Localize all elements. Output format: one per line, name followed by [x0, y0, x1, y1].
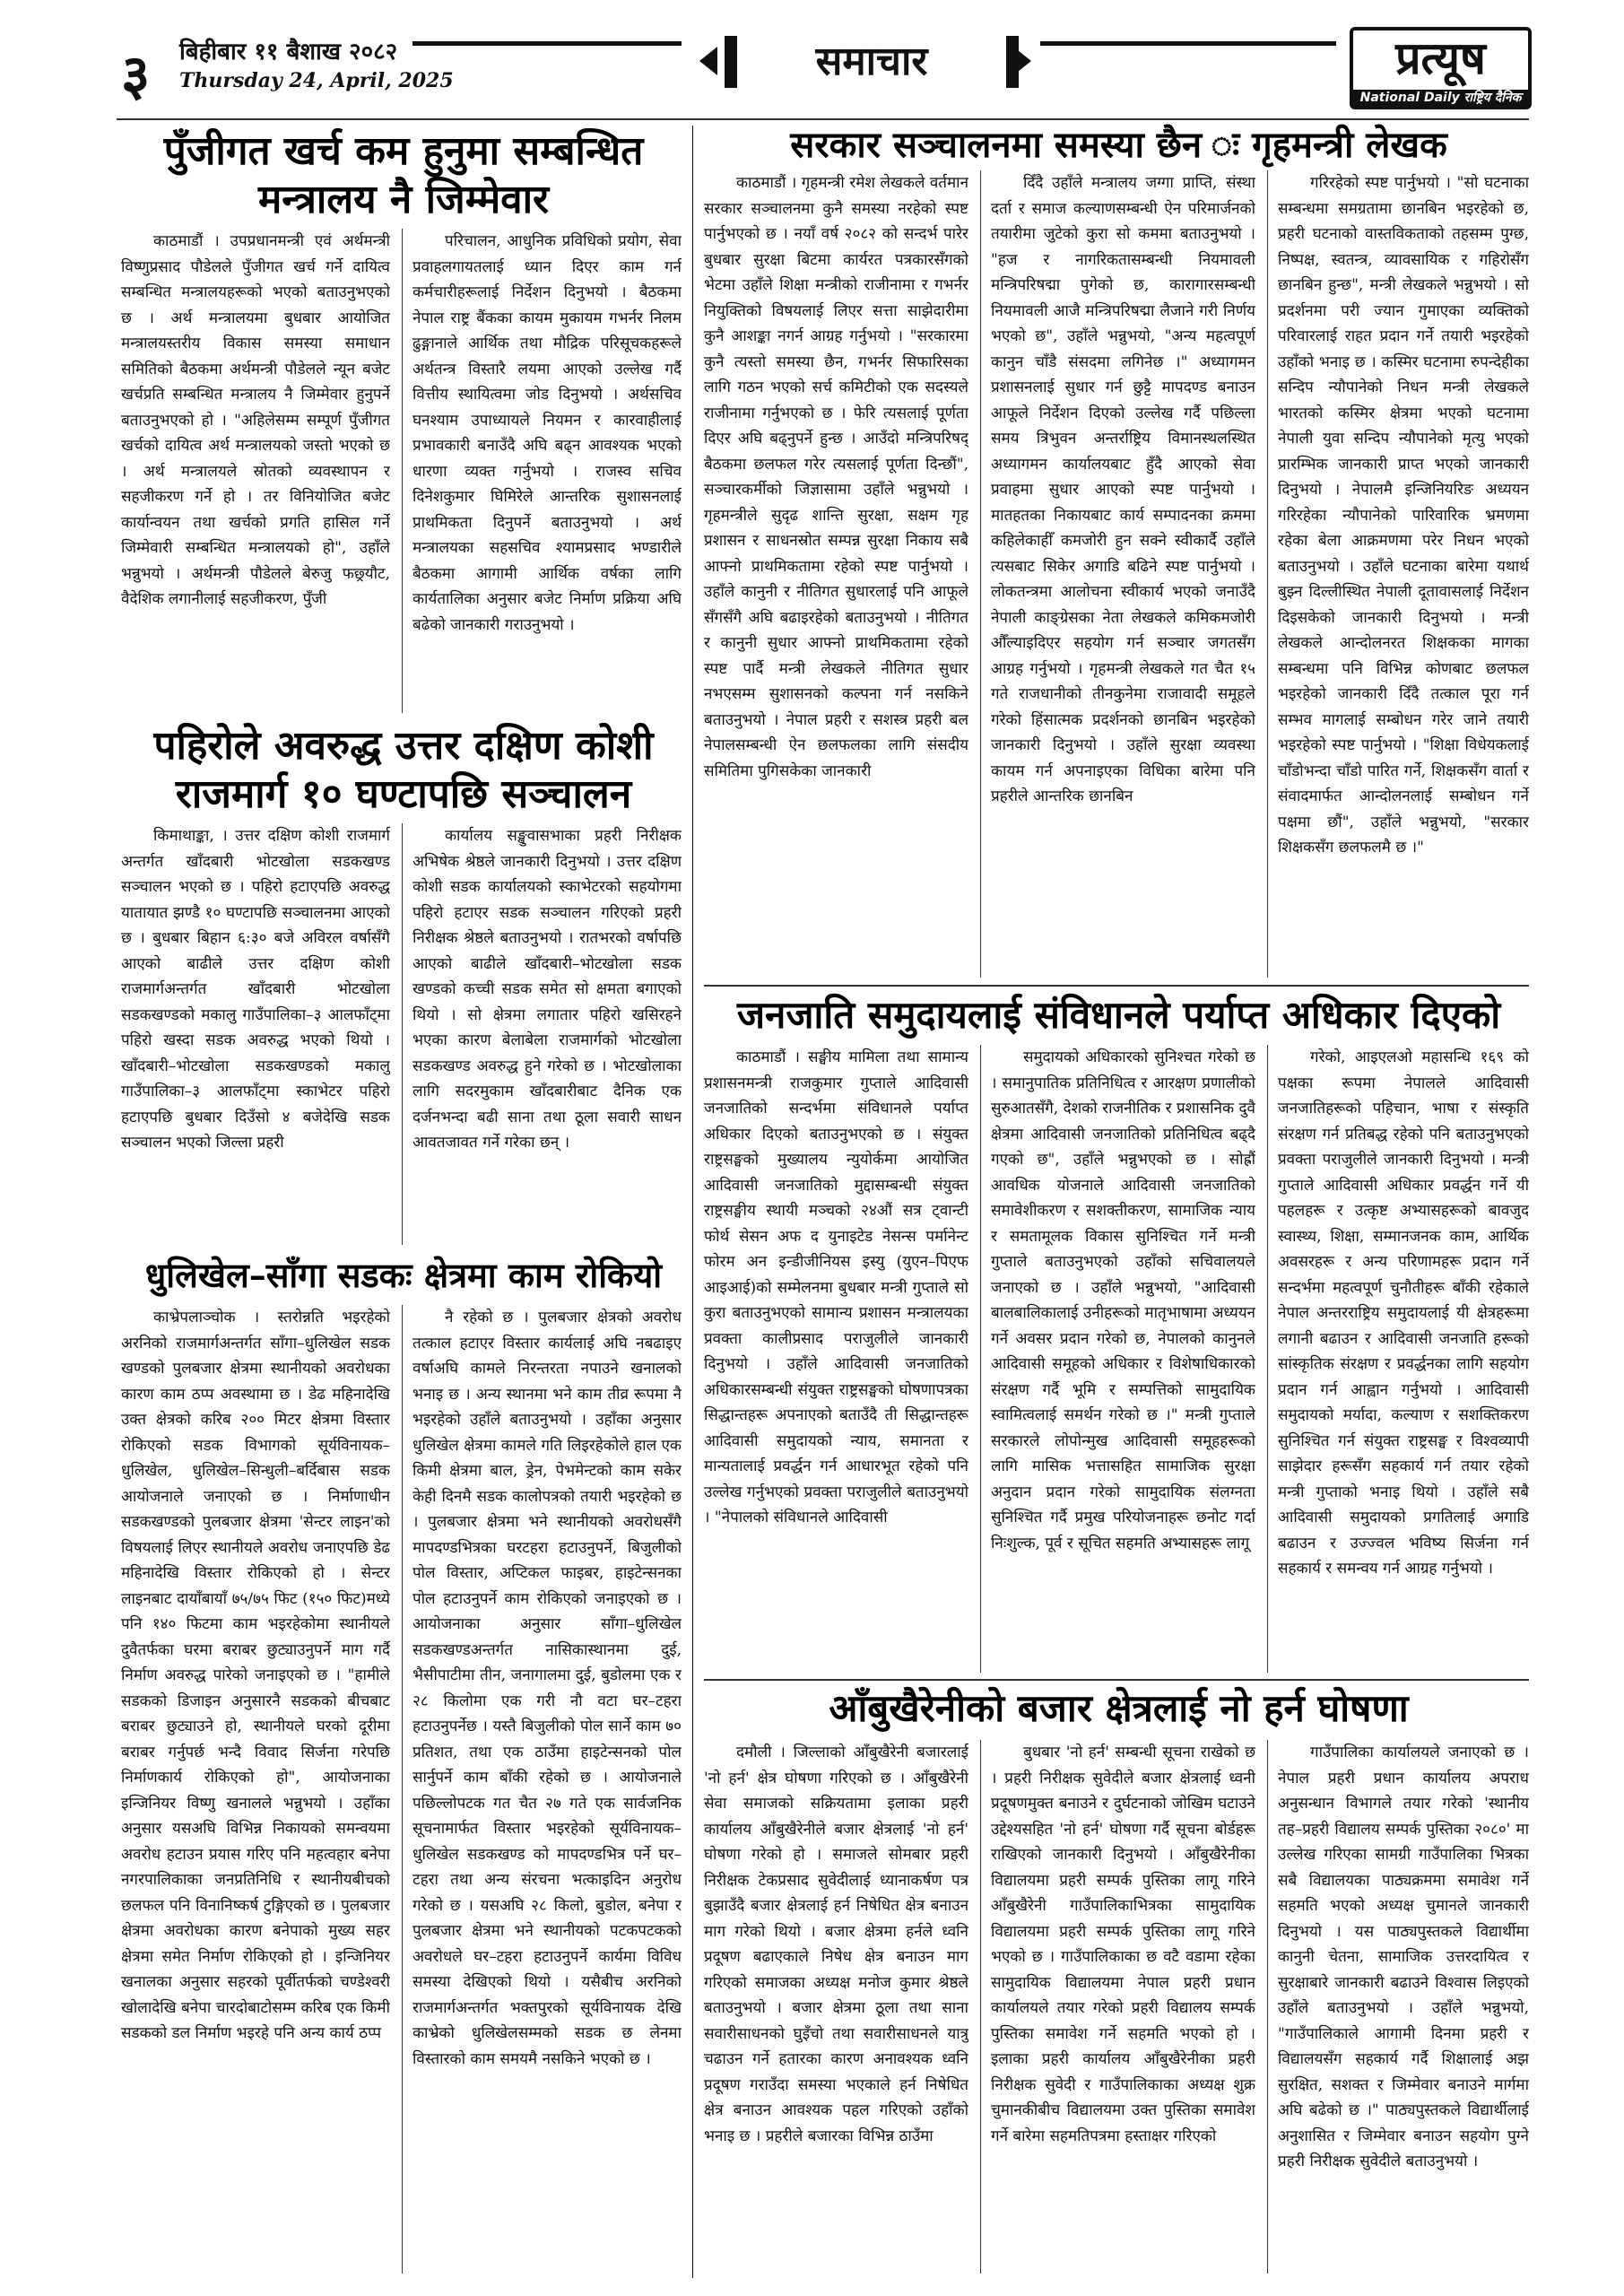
- column-rule: [1267, 1740, 1268, 2274]
- article-nohorn-col2: [991, 1740, 1255, 2274]
- column-rule: [402, 1305, 403, 2274]
- page-number: ३: [121, 42, 151, 108]
- article-indigenous-col3: [1278, 1045, 1529, 1673]
- section-label: समाचार: [725, 36, 1019, 88]
- column-rule: [402, 229, 403, 713]
- column-rule: [1267, 1045, 1268, 1673]
- headline-indigenous: जनजाति समुदायलाई संविधानले पर्याप्त अधिकार दिएको: [736, 993, 1501, 1037]
- column-rule: [980, 1740, 981, 2274]
- article-highway-col1: [121, 823, 390, 1245]
- section-rule: [704, 1679, 1529, 1681]
- article-indigenous-text2: समुदायको अधिकारको सुनिश्चत गरेको छ । समानुपातिक प्रतिनिधित्व र आरक्षण प्रणालीको सुरुआतसँगै, देशको राजनीतिक र प्रशासनिक दुवै क्षेत्रमा आदिवासी जनजातिको प्रतिनिधित्व बढ्दै गएको छ", उहाँले भन्नुभएको छ । सोह्रौं आवधिक योजनाले आदिवासी जनजातिको समावेशीकरण र सशक्तीकरण, सामाजिक न्याय र समतामूलक विकास सुनिश्चित गर्ने मन्त्री गुप्ताले बताउनुभएको उहाँको सचिवालयले जनाएको छ । उहाँले भन्नुभयो, "आदिवासी बालबालिकालाई उनीहरूको मातृभाषामा अध्ययन गर्ने अवसर प्रदान गरेको छ, नेपालको कानुनले आदिवासी समूहको अधिकार र विशेषाधिकारको संरक्षण गर्दै भूमि र सम्पत्तिको सामुदायिक स्वामित्वलाई समर्थन गरेको छ ।" मन्त्री गुप्ताले सरकारले लोपोन्मुख आदिवासी समूहहरूको लागि मासिक भत्तासहित सामाजिक सुरक्षा अनुदान प्रदान गरेको सामुदायिक संलग्नता सुनिश्चित गर्दै प्रमुख परियोजनाहरू छनोट गर्दा निःशुल्क, पूर्व र सूचित सहमति अभ्यासहरू लागू: [991, 1048, 1255, 1552]
- article-home-col2: [991, 170, 1255, 978]
- article-capital-col1: [121, 229, 390, 713]
- arrow-left-icon: [699, 47, 717, 75]
- section-rule: [704, 985, 1529, 987]
- article-nohorn-text2: बुधबार 'नो हर्न' सम्बन्धी सूचना राखेको छ । प्रहरी निरीक्षक सुवेदीले बजार क्षेत्रलाई ध्वनी प्रदूषणमुक्त बनाउने र दुर्घटनाको जोखिम घटाउने उद्देश्यसहित 'नो हर्न' घोषणा गर्दै सूचना बोर्डहरू राखिएको जानकारी दिनुभयो । आँबुखैरेनीका विद्यालयमा प्रहरी सम्पर्क पुस्तिका लागू गरिने आँबुखैरेनी गाउँपालिकाभित्रका सामुदायिक विद्यालयमा प्रहरी सम्पर्क पुस्तिका लागू गरिने भएको छ । गाउँपालिकाका छ वटै वडामा रहेका सामुदायिक विद्यालयमा नेपाल प्रहरी प्रधान कार्यालयले तयार गरेको प्रहरी विद्यालय सम्पर्क पुस्तिका समावेश गर्ने सहमति भएको हो । इलाका प्रहरी कार्यालय आँबुखैरेनीका प्रहरी निरीक्षक सुवेदी र गाउँपालिकाका अध्यक्ष शुक्र चुमानकीबीच विद्यालयमा उक्त पुस्तिका समावेश गर्ने बारेमा सहमतिपत्रमा हस्ताक्षर गरिएको: [991, 1744, 1255, 2145]
- article-highway-text2: कार्यालय सङ्खुवासभाका प्रहरी निरीक्षक अभिषेक श्रेष्ठले जानकारी दिनुभयो । उत्तर दक्षिण कोशी सडक कार्यालयको स्काभेटरको सहयोगमा पहिरो हटाएर सडक सञ्चालन गरिएको प्रहरी निरीक्षक श्रेष्ठले बताउनुभयो । रातभरको वर्षापछि आएको बाढीले खाँदबारी–भोटखोला सडक खण्डको कच्ची सडक समेत सो क्षमता बगाएको थियो । सो क्षेत्रमा लगातार पहिरो खसिरहने भएका कारण बेलाबेला राजमार्गको भोटखोला सडकखण्ड अवरुद्ध हुने गरेको छ । भोटखोलाका लागि सदरमुकाम खाँदबारीबाट दैनिक एक दर्जनभन्दा बढी साना तथा ठूला सवारी साधन आवतजावत गर्ने गरेका छन् ।: [413, 827, 682, 1152]
- article-indigenous-text3: गरेको, आइएलओ महासन्धि १६९ को पक्षका रूपमा नेपालले आदिवासी जनजातिहरूको पहिचान, भाषा र संस्कृति संरक्षण गर्न प्रतिबद्ध रहेको पनि बताउनुभएको प्रवक्ता पराजुलीले जानकारी दिनुभयो । मन्त्री गुप्ताले आदिवासी अधिकार प्रवर्द्धन गर्ने यी पहलहरू र उत्कृष्ट अभ्यासहरूको बावजुद स्वास्थ्य, शिक्षा, सम्मानजनक काम, आर्थिक अवसरहरू र अन्य परिणामहरू प्रदान गर्ने सन्दर्भमा महत्वपूर्ण चुनौतीहरू बाँकी रहेकाले नेपाल अन्तरराष्ट्रिय समुदायलाई यी क्षेत्रहरूमा लगानी बढाउन र आदिवासी जनजाति हरूको सांस्कृतिक संरक्षण र प्रवर्द्धनका लागि सहयोग प्रदान गर्न आह्वान गर्नुभयो । आदिवासी समुदायको मर्यादा, कल्याण र सशक्तिकरण सुनिश्चित गर्न संयुक्त राष्ट्रसङ्घ र विश्वव्यापी साझेदार हरूसँग सहकार्य गर्न तयार रहेको मन्त्री गुप्ताको भनाइ थियो । उहाँले सबै आदिवासी समुदायको प्रगतिलाई अगाडि बढाउन र उज्ज्वल भविष्य सिर्जना गर्न सहकार्य र समन्वय गर्न आग्रह गर्नुभयो ।: [1278, 1048, 1529, 1578]
- date-english: Thursday 24, April, 2025: [179, 69, 454, 92]
- article-capital-col2: [413, 229, 682, 713]
- article-road-text2: नै रहेको छ । पुलबजार क्षेत्रको अवरोध तत्काल हटाएर विस्तार कार्यलाई अघि नबढाइए वर्षाअघि कामले निरन्तरता नपाउने खनालको भनाइ छ । अन्य स्थानमा भने काम तीव्र रूपमा नै भइरहेको उहाँले बताउनुभयो । उहाँका अनुसार धुलिखेल क्षेत्रमा कामले गति लिइरहेकोले हाल एक किमी क्षेत्रमा बाल, ड्रेन, पेभमेन्टको काम सकेर केही दिनमै सडक कालोपत्रको तयारी भइरहेको छ । पुलबजार क्षेत्रमा भने स्थानीयको अवरोधसँगै मापदण्डभित्रका घरटहरा हटाउनुपर्ने, बिजुलीको पोल विस्तार, अप्टिकल फाइबर, हाइटेन्सनका पोल हटाउनुपर्ने काम रोकिएको जनाइएको छ । आयोजनाका अनुसार साँगा–धुलिखेल सडकखण्डअन्तर्गत नासिकास्थानमा दुई, भैसीपाटीमा तीन, जनागालमा दुई, बुडोलमा एक र २८ किलोमा एक गरी नौ वटा घर–टहरा हटाउनुपर्नेछ । यस्तै बिजुलीको पोल सार्ने काम ७० प्रतिशत, तथा एक ठाउँमा हाइटेन्सनको पोल सार्नुपर्ने काम बाँकी रहेको छ । आयोजनाले पछिल्लोपटक गत चैत २७ गते एक सार्वजनिक सूचनामार्फत विस्तार भइरहेको सूर्यविनायक–धुलिखेल सडकखण्ड को मापदण्डभित्र पर्ने घर–टहरा तथा अन्य संरचना भत्काइदिन अनुरोध गरेको छ । यसअघि २८ किलो, बुडोल, बनेपा र पुलबजार क्षेत्रमा भने स्थानीयको पटकपटकको अवरोधले घर–टहरा हटाउनुपर्ने कार्यमा विविध समस्या देखिएको थियो । यसैबीच अरनिको राजमार्गअन्तर्गत भक्तपुरको सूर्यविनायक देखि काभ्रेको धुलिखेलसम्मको सडक छ लेनमा विस्तारको काम समयमै नसकिने भएको छ ।: [413, 1309, 682, 2068]
- column-rule: [980, 170, 981, 978]
- headline-road: धुलिखेल–साँगा सडकः क्षेत्रमा काम रोकियो: [144, 1255, 663, 1295]
- headline-no-horn: आँबुखैरेनीको बजार क्षेत्रलाई नो हर्न घोषणा: [829, 1686, 1409, 1730]
- article-highway-text1: किमाथाङ्का, । उत्तर दक्षिण कोशी राजमार्ग अन्तर्गत खाँदबारी भोटखोला सडकखण्ड सञ्चालन भएको छ । पहिरो हटाएपछि अवरुद्ध यातायात झण्डै १० घण्टापछि सञ्चालनमा आएको छ । बुधबार बिहान ६:३० बजे अविरल वर्षासँगै आएको बाढीले उत्तर दक्षिण कोशी राजमार्गअन्तर्गत खाँदबारी भोटखोला सडकखण्डको मकालु गाउँपालिका–३ आलफाँट्मा पहिरो खस्दा सडक अवरुद्ध भएको थियो । खाँदबारी–भोटखोला सडकखण्डको मकालु गाउँपालिका–३ आलफाँट्मा स्काभेटर पहिरो हटाएपछि बुधबार दिउँसो ४ बजेदेखि सडक सञ्चालन भएको जिल्ला प्रहरी: [121, 827, 390, 1152]
- article-highway-col2: [413, 823, 682, 1245]
- article-home-col1: [704, 170, 968, 978]
- header-rule-left: [413, 41, 682, 46]
- article-home-text2: दिँदै उहाँले मन्त्रालय जग्गा प्राप्ति, संस्था दर्ता र समाज कल्याणसम्बन्धी ऐन परिमार्जनको तयारीमा जुटेको कुरा सो कममा बताउनुभयो । "हज र नागरिकतासम्बन्धी नियमावली मन्त्रिपरिषद्मा पुगेको छ, कारागारसम्बन्धी नियमावली आजै मन्त्रिपरिषद्मा लैजाने गरी निर्णय भएको छ", उहाँले भन्नुभयो, "अन्य महत्वपूर्ण कानुन चाँडै संसदमा लगिनेछ ।" अध्यागमन प्रशासनलाई सुधार गर्न छुट्टै मापदण्ड बनाउन आफूले निर्देशन दिएको उल्लेख गर्दै पछिल्ला समय त्रिभुवन अन्तर्राष्ट्रिय विमानस्थलस्थित अध्यागमन कार्यालयबाट हुँदै आएको सेवा प्रवाहमा सुधार आएको स्पष्ट पार्नुभयो । मातहतका निकायबाट कार्य सम्पादनका क्रममा कहिलेकाहीँ कमजोरी हुन सक्ने स्वीकार्दै उहाँले त्यसबाट सिकेर अगाडि बढिने स्पष्ट पार्नुभयो । लोकतन्त्रमा आलोचना स्वीकार्य भएको जनाउँदै नेपाली काङ्ग्रेसका नेता लेखकले कमिकमजोरी औँल्याइदिएर सहयोग गर्न सञ्चार जगतसँग आग्रह गर्नुभयो । गृहमन्त्री लेखकले गत चैत १५ गते राजधानीको तीनकुनेमा राजावादी समूहले गरेको हिंसात्मक प्रदर्शनको छानबिन भइरहेको जानकारी दिनुभयो । उहाँले सुरक्षा व्यवस्था कायम गर्न अपनाइएका विधिका बारेमा पनि प्रहरीले आन्तरिक छानबिन: [991, 174, 1255, 805]
- column-rule: [402, 823, 403, 1245]
- column-rule: [1267, 170, 1268, 978]
- article-indigenous-text1: काठमाडौं । सङ्घीय मामिला तथा सामान्य प्रशासनमन्त्री राजकुमार गुप्ताले आदिवासी जनजातिको सन्दर्भमा संविधानले पर्याप्त अधिकार दिएको बताउनुभएको छ । संयुक्त राष्ट्रसङ्घको मुख्यालय न्युयोर्कमा आयोजित आदिवासी जनजातिको मुद्दासम्बन्धी संयुक्त राष्ट्रसङ्घीय स्थायी मञ्चको २४औं सत्र ट्वान्टी फोर्थ सेसन अफ द युनाइटेड नेसन्स पर्मानेन्ट फोरम अन इन्डीजीनियस इस्यु (युएन–पिएफ आइआई)को सम्मेलनमा बुधबार मन्त्री गुप्ताले सो कुरा बताउनुभएको सामान्य प्रशासन मन्त्रालयका प्रवक्ता कालीप्रसाद पराजुलीले जानकारी दिनुभयो । उहाँले आदिवासी जनजातिको अधिकारसम्बन्धी संयुक्त राष्ट्रसङ्घको घोषणापत्रका सिद्धान्तहरू अपनाएको बताउँदै ती सिद्धान्तहरू आदिवासी समुदायको न्याय, समानता र मान्यतालाई प्रवर्द्धन गर्न आधारभूत रहेको पनि उल्लेख गर्नुभएको प्रवक्ता पराजुलीले बताउनुभयो । "नेपालको संविधानले आदिवासी: [704, 1048, 968, 1526]
- newspaper-logo: [1350, 27, 1532, 109]
- page-divider: [692, 126, 693, 2278]
- headline-home-minister: सरकार सञ्चालनमा समस्या छैन ः गृहमन्त्री लेखक: [790, 124, 1447, 166]
- article-nohorn-text1: दमौली । जिल्लाको आँबुखैरेनी बजारलाई 'नो हर्न' क्षेत्र घोषणा गरिएको छ । आँबुखैरेनी सेवा समाजको सक्रियतामा इलाका प्रहरी कार्यालय आँबुखैरेनीले बजार क्षेत्रलाई 'नो हर्न' घोषणा गरेको हो । समाजले सोमबार प्रहरी निरीक्षक टेकप्रसाद सुवेदीलाई ध्यानाकर्षण पत्र बुझाउँदै बजार क्षेत्रलाई हर्न निषेधित क्षेत्र बनाउन माग गरेको थियो । बजार क्षेत्रमा हर्नले ध्वनि प्रदूषण बढाएकाले निषेध क्षेत्र बनाउन माग गरिएको समाजका अध्यक्ष मनोज कुमार श्रेष्ठले बताउनुभयो । बजार क्षेत्रमा ठूला तथा साना सवारीसाधनको घुइँचो तथा सवारीसाधनले यात्रु चढाउन गर्ने हतारका कारण अनावश्यक ध्वनि प्रदूषण गराउँदा समस्या भएकाले हर्न निषेधित क्षेत्र बनाउन आवश्यक पहल गरिएको उहाँको भनाइ छ । प्रहरीले बजारका विभिन्न ठाउँमा: [704, 1744, 968, 2145]
- header-rule-right: [1040, 41, 1336, 46]
- article-nohorn-col1: [704, 1740, 968, 2274]
- headline-capital: पुँजीगत खर्च कम हुनुमा सम्बन्धित मन्त्रालय नै जिम्मेवार: [163, 128, 644, 222]
- issue-date: [179, 38, 454, 95]
- article-road-col1: [121, 1305, 390, 2274]
- article-home-text3: गरिरहेको स्पष्ट पार्नुभयो । "सो घटनाका सम्बन्धमा समग्रतामा छानबिन भइरहेको छ, प्रहरी घटनाको वास्तविकताको तहसम्म पुग्छ, निष्पक्ष, स्वतन्त्र, व्यावसायिक र गहिरोसँग छानबिन हुन्छ", मन्त्री लेखकले भन्नुभयो । सो प्रदर्शनमा परी ज्यान गुमाएका व्यक्तिको परिवारलाई राहत प्रदान गर्ने तयारी भइरहेको उहाँको भनाइ छ । कस्मिर घटनामा रुपन्देहीका सन्दिप न्यौपानेको निधन मन्त्री लेखकले भारतको कस्मिर क्षेत्रमा भएको घटनामा नेपाली युवा सन्दिप न्यौपानेको मृत्यु भएको प्रारम्भिक जानकारी प्राप्त भएको जानकारी दिनुभयो । नेपालमै इन्जिनियरिङ अध्ययन गरिरहेका न्यौपानेको पारिवारिक भ्रमणमा रहेका बेला आक्रमणमा परेर निधन भएको बताउनुभयो । उहाँले घटनाका बारेमा यथार्थ बुझ्न दिल्लीस्थित नेपाली दूतावासलाई निर्देशन दिइसकेको जानकारी दिनुभयो । मन्त्री लेखकले आन्दोलनरत शिक्षकका मागका सम्बन्धमा पनि विभिन्न कोणबाट छलफल भइरहेको जानकारी दिँदै तत्काल पूरा गर्न सम्भव मागलाई सम्बोधन गरेर जाने तयारी भइरहेको स्पष्ट पार्नुभयो । "शिक्षा विधेयकलाई चाँडोभन्दा चाँडो पारित गर्ने, शिक्षकसँग वार्ता र संवादमार्फत आन्दोलनलाई सम्बोधन गर्ने पक्षमा छौं", उहाँले भन्नुभयो, "सरकार शिक्षकसँग छलफलमै छ ।": [1278, 174, 1529, 857]
- article-indigenous-col1: [704, 1045, 968, 1673]
- article-nohorn-text3: गाउँपालिका कार्यालयले जनाएको छ । नेपाल प्रहरी प्रधान कार्यालय अपराध अनुसन्धान विभागले तयार गरेको 'स्थानीय तह–प्रहरी विद्यालय सम्पर्क पुस्तिका २०८०' मा उल्लेख गरिएका सामग्री गाउँपालिका भित्रका सबै विद्यालयका पाठ्यक्रममा समावेश गर्ने सहमति भएको अध्यक्ष चुमानले जानकारी दिनुभयो । यस पाठ्यपुस्तकले विद्यार्थीमा कानुनी चेतना, सामाजिक उत्तरदायित्व र सुरक्षाबारे जानकारी बढाउने विश्वास लिइएको उहाँले बताउनुभयो । उहाँले भन्नुभयो, "गाउँपालिकाले आगामी दिनमा प्रहरी र विद्यालयसँग सहकार्य गर्दै शिक्षालाई अझ सुरक्षित, सशक्त र जिम्मेवार बनाउने मार्गमा अघि बढेको छ ।" पाठ्यपुस्तकले विद्यार्थीलाई अनुशासित र जिम्मेवार बनाउन सहयोग पुग्ने प्रहरी निरीक्षक सुवेदीले बताउनुभयो ।: [1278, 1744, 1529, 2170]
- article-indigenous-col2: [991, 1045, 1255, 1673]
- date-nepali: बिहीबार ११ बैशाख २०८२: [179, 39, 398, 65]
- header-bottom-rule: [117, 118, 1529, 120]
- logo-subtitle: National Daily राष्ट्रिय दैनिक: [1353, 90, 1528, 106]
- article-road-col2: [413, 1305, 682, 2274]
- article-capital-text1: काठमाडौं । उपप्रधानमन्त्री एवं अर्थमन्त्री विष्णुप्रसाद पौडेलले पुँजीगत खर्च गर्ने दायित्व सम्बन्धित मन्त्रालयहरूको भएको बताउनुभएको छ । अर्थ मन्त्रालयमा बुधबार आयोजित मन्त्रालयस्तरीय विकास समस्या समाधान समितिको बैठकमा अर्थमन्त्री पौडेलले न्यून बजेट खर्चप्रति सम्बन्धित मन्त्रालय नै जिम्मेवार हुनुपर्ने बताउनुभएको हो । "अहिलेसम्म सम्पूर्ण पुँजीगत खर्चको दायित्व अर्थ मन्त्रालयको जस्तो भएको छ । अर्थ मन्त्रालयले स्रोतको व्यवस्थापन र सहजीकरण गर्ने हो । तर विनियोजित बजेट कार्यान्वयन तथा खर्चको प्रगति हासिल गर्ने जिम्मेवारी सम्बन्धित मन्त्रालयको हो", उहाँले भन्नुभयो । अर्थमन्त्री पौडेलले बेरुजु फछ्र्यौट, वैदेशिक लगानीलाई सहजीकरण, पुँजी: [121, 232, 390, 608]
- article-road-text1: काभ्रेपलाञ्चोक । स्तरोन्नति भइरहेको अरनिको राजमार्गअन्तर्गत साँगा–धुलिखेल सडक खण्डको पुलबजार क्षेत्रमा स्थानीयको अवरोधका कारण काम ठप्प अवस्थामा छ । डेढ महिनादेखि उक्त क्षेत्रको करिब २०० मिटर क्षेत्रमा विस्तार रोकिएको सडक विभागको सूर्यविनायक–धुलिखेल, धुलिखेल–सिन्धुली–बर्दिबास सडक आयोजनाले जनाएको छ । निर्माणाधीन सडकखण्डको पुलबजार क्षेत्रमा 'सेन्टर लाइन'को विषयलाई लिएर स्थानीयले अवरोध जनाएपछि डेढ महिनादेखि विस्तार रोकिएको हो । सेन्टर लाइनबाट दायाँबायाँ ७५/७५ फिट (१५० फिट)मध्ये पनि १४० फिटमा काम भइरहेकोमा स्थानीयले दुवैतर्फका घरमा बराबर छुट्याउनुपर्ने माग गर्दै निर्माण अवरुद्ध पारेको जनाइएको छ । "हामीले सडकको डिजाइन अनुसारनै सडकको बीचबाट बराबर छुट्याउने हो, स्थानीयले घरको दूरीमा बराबर गर्नुपर्छ भन्दै विवाद सिर्जना गरेपछि निर्माणकार्य रोकिएको हो", आयोजनाका इन्जिनियर विष्णु खनालले भन्नुभयो । उहाँका अनुसार यसअघि विभिन्न निकायको समन्वयमा अवरोध हटाउन प्रयास गरिए पनि महत्वहार बनेपा नगरपालिकाका जनप्रतिनिधि र स्थानीयबीचको छलफल पनि विनानिष्कर्ष टुङ्गिएको छ । पुलबजार क्षेत्रमा अवरोधका कारण बनेपाको मुख्य सहर क्षेत्रमा समेत निर्माण रोकिएको हो । इन्जिनियर खनालका अनुसार सहरको पूर्वीतर्फको चण्डेश्वरी खोलादेखि बनेपा चारदोबाटोसम्म करिब एक किमी सडकको डल निर्माण भइरहे पनि अन्य कार्य ठप्प: [121, 1309, 390, 2042]
- article-capital-text2: परिचालन, आधुनिक प्रविधिको प्रयोग, सेवा प्रवाहलगायतलाई ध्यान दिएर काम गर्न कर्मचारीहरूलाई निर्देशन दिनुभयो । बैठकमा नेपाल राष्ट्र बैंकका कायम मुकायम गभर्नर निलम ढुङ्गानाले आर्थिक तथा मौद्रिक परिसूचकहरूले अर्थतन्त्र विस्तारै लयमा आएको उल्लेख गर्दै वित्तीय स्थायित्वमा जोड दिनुभयो । अर्थसचिव घनश्याम उपाध्यायले नियमन र कारवाहीलाई प्रभावकारी बनाउँदै अघि बढ्न आवश्यक भएको धारणा व्यक्त गर्नुभयो । राजस्व सचिव दिनेशकुमार घिमिरेले आन्तरिक सुशासनलाई प्राथमिकता दिनुपर्ने बताउनुभयो । अर्थ मन्त्रालयका सहसचिव श्यामप्रसाद भण्डारीले बैठकमा आगामी आर्थिक वर्षका लागि कार्यतालिका अनुसार बजेट निर्माण प्रक्रिया अघि बढेको जानकारी गराउनुभयो ।: [413, 232, 682, 634]
- article-nohorn-col3: [1278, 1740, 1529, 2274]
- arrow-right-icon: [1013, 47, 1031, 75]
- article-home-text1: काठमाडौं । गृहमन्त्री रमेश लेखकले वर्तमान सरकार सञ्चालनमा कुनै समस्या नरहेको स्पष्ट पार्नुभएको छ । नयाँ वर्ष २०८२ को सन्दर्भ पारेर बुधबार सुरक्षा बिटमा कार्यरत पत्रकारसँगको भेटमा उहाँले शिक्षा मन्त्रीको राजीनामा र गभर्नर नियुक्तिको विषयलाई लिएर सत्ता साझेदारीमा कुनै आशङ्का नगर्न आग्रह गर्नुभयो । "सरकारमा कुनै त्यस्तो समस्या छैन, गभर्नर सिफारिसका लागि गठन भएको सर्च कमिटीको एक सदस्यले राजीनामा गर्नुभएको छ । फेरि त्यसलाई पूर्णता दिएर अघि बढ्नुपर्ने हुन्छ । आउँदो मन्त्रिपरिषद् बैठकमा छलफल गरेर त्यसलाई पूर्णता दिन्छौं", सञ्चारकर्मीको जिज्ञासामा उहाँले भन्नुभयो । गृहमन्त्रीले सुदृढ शान्ति सुरक्षा, सक्षम गृह प्रशासन र साधनस्रोत सम्पन्न सुरक्षा निकाय सबै आफ्नो प्राथमिकतामा रहेको स्पष्ट पार्नुभयो । उहाँले कानुनी र नीतिगत सुधारलाई पनि आफूले सँगसँगै अघि बढाइरहेको बताउनुभयो । नीतिगत र कानुनी सुधार आफ्नो प्राथमिकतामा रहेको स्पष्ट पार्दै मन्त्री लेखकले नीतिगत सुधार नभएसम्म सुशासनको कल्पना गर्न नसकिने बताउनुभयो । नेपाल प्रहरी र सशस्त्र प्रहरी बल नेपालसम्बन्धी ऐन छलफलका लागि संसदीय समितिमा पुगिसकेका जानकारी: [704, 174, 968, 780]
- headline-highway: पहिरोले अवरुद्ध उत्तर दक्षिण कोशी राजमार्ग १० घण्टापछि सञ्चालन: [153, 723, 654, 817]
- column-rule: [980, 1045, 981, 1673]
- logo-name: प्रत्यूष: [1395, 31, 1486, 84]
- article-home-col3: [1278, 170, 1529, 978]
